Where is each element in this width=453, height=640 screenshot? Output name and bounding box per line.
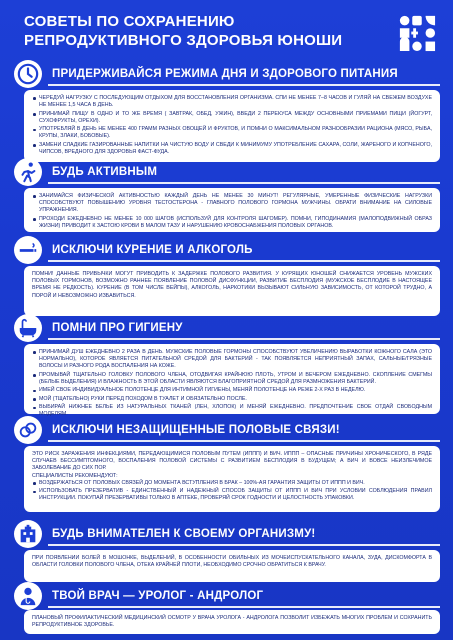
paragraph-recommend: СПЕЦИАЛИСТЫ РЕКОМЕНДУЮТ: bbox=[32, 472, 118, 479]
section-card-regime bbox=[24, 90, 440, 162]
paragraph: ПОМНИ! ДАННЫЕ ПРИВЫЧКИ МОГУТ ПРИВОДИТЬ К ЗАДЕРЖКЕ ПОЛОВОГО РАЗВИТИЯ. У КУРЯЩИХ ЮНОШЕЙ СНИЖАЕТСЯ УРОВЕНЬ МУЖСКИХ ПОЛОВЫХ ГОРМОНОВ, ВОЗМОЖНО РАННЕЕ ПОЯВЛЕНИЕ ПОЛОВОЙ ДИСФУНКЦИИ, РАЗВИТИЕ БЕСПЛОДИЯ (МУЖСКОЕ БЕСПЛОДИЕ В НАСТОЯЩЕЕ ВРЕМЯ НЕ РЕДКОСТЬ). КУРЕНИЕ (В ТОМ ЧИСЛЕ ВЕЙПЫ), АЛКОГОЛЬ, НАРКОТИКИ ВЫЗЫВАЮТ СИЛЬНУЮ ЗАВИСИМОСТЬ, ОТ КОТОРОЙ ТРУДНО, А ПОРОЙ И НЕВОЗМОЖНО ИЗБАВИТЬСЯ. bbox=[32, 271, 432, 299]
section-title: ПРИДЕРЖИВАЙСЯ РЕЖИМА ДНЯ И ЗДОРОВОГО ПИТАНИЯ bbox=[52, 68, 398, 80]
page-header bbox=[24, 12, 404, 56]
divider bbox=[48, 182, 440, 184]
bathtub-icon bbox=[14, 314, 42, 342]
section-title: БУДЬ АКТИВНЫМ bbox=[52, 166, 158, 178]
list-item: ПРИНИМАЙ ПИЩУ В ОДНО И ТО ЖЕ ВРЕМЯ ( ЗАВТРАК, ОБЕД, УЖИН), ВВЕДИ 2 ПЕРЕКУСА МЕЖДУ ОСНОВНЫМИ ПРИЕМАМИ ПИЩИ (ЙОГУРТ, СУХОФРУКТЫ, ОРЕХИ). bbox=[32, 111, 432, 125]
list-item: ВОЗДЕРЖАТЬСЯ ОТ ПОЛОВЫХ СВЯЗЕЙ ДО МОМЕНТА ВСТУПЛЕНИЯ В БРАК – 100%-АЯ ГАРАНТИЯ ЗАЩИТЫ ОТ ИППП И ВИЧ. bbox=[32, 480, 432, 487]
list-item: ЧЕРЕДУЙ НАГРУЗКУ С ПОСЛЕДУЮЩИМ ОТДЫХОМ ДЛЯ ВОССТАНОВЛЕНИЯ ОРГАНИЗМА. СПИ НЕ МЕНЕЕ 7–8 ЧАСОВ И ГУЛЯЙ НА СВЕЖЕМ ВОЗДУХЕ НЕ МЕНЕЕ 1,5 ЧАСА В ДЕНЬ. bbox=[32, 95, 432, 109]
section-card-hygiene bbox=[24, 344, 440, 418]
section-header-regime bbox=[14, 62, 398, 86]
divider bbox=[48, 440, 440, 442]
section-card-smoking bbox=[24, 266, 440, 316]
section-header-doctor bbox=[14, 584, 263, 608]
divider bbox=[48, 260, 440, 262]
section-title: ПОМНИ ПРО ГИГИЕНУ bbox=[52, 322, 183, 334]
section-title: БУДЬ ВНИМАТЕЛЕН К СВОЕМУ ОРГАНИЗМУ! bbox=[52, 528, 316, 540]
hospital-icon bbox=[14, 520, 42, 548]
section-title: ИСКЛЮЧИ КУРЕНИЕ И АЛКОГОЛЬ bbox=[52, 244, 253, 256]
paragraph: ПЛАНОВЫЙ ПРОФИЛАКТИЧЕСКИЙ МЕДИЦИНСКИЙ ОСМОТР У ВРАЧА УРОЛОГА - АНДРОЛОГА ПОЗВОЛИТ ИЗБЕЖАТЬ МНОГИХ ПРОБЛЕМ И СОХРАНИТЬ РЕПРОДУКТИВНОЕ ЗДОРОВЬЕ. bbox=[32, 615, 432, 629]
section-card-doctor bbox=[24, 610, 440, 634]
section-header-smoking bbox=[14, 238, 253, 262]
list-item: ПРОХОДИ ЕЖЕДНЕВНО НЕ МЕНЕЕ 10 000 ШАГОВ (ИСПОЛЬЗУЙ ДЛЯ КОНТРОЛЯ ШАГОМЕР). ПОМНИ, ГИПОДИНАМИЯ (МАЛОПОДВИЖНЫЙ ОБРАЗ ЖИЗНИ) ПРИВОДИТ К ЗАСТОЮ КРОВИ В МАЛОМ ТАЗУ И НАРУШЕНИЮ КРОВОСНАБЖЕНИЯ ПОЛОВЫХ ОРГАНОВ. bbox=[32, 216, 432, 230]
divider bbox=[48, 84, 440, 86]
list-item: ИСПОЛЬЗОВАТЬ ПРЕЗЕРВАТИВ - ЕДИНСТВЕННЫЙ И НАДЕЖНЫЙ СПОСОБ ЗАЩИТЫ ОТ ИППП И ВИЧ ПРИ УСЛОВИИ СОБЛЮДЕНИЯ ПРАВИЛ ИНСТРУКЦИИ. ПОКУПАЙ ПРЕЗЕРВАТИВЫ ТОЛЬКО В АПТЕКЕ, ПРОВЕРЯЙ СРОК ГОДНОСТИ И ЦЕЛОСТНОСТЬ УПАКОВКИ. bbox=[32, 488, 432, 502]
list-item: ЗАМЕНИ СЛАДКИЕ ГАЗИРОВАННЫЕ НАПИТКИ НА ЧИСТУЮ ВОДУ И СВЕДИ К МИНИМУМУ УПОТРЕБЛЕНИЕ САХАРА, СОЛИ, ЖАРЕНОГО И КОПЧЕНОГО, ЧИПСОВ, ВРЕДНОГО ДЛЯ ЗДОРОВЬЯ ФАСТ-ФУДА. bbox=[32, 142, 432, 156]
section-card-protection bbox=[24, 446, 440, 512]
list-item: ЗАНИМАЙСЯ ФИЗИЧЕСКОЙ АКТИВНОСТЬЮ КАЖДЫЙ ДЕНЬ НЕ МЕНЕЕ 30 МИНУТ! РЕГУЛЯРНЫЕ, УМЕРЕННЫЕ ФИЗИЧЕСКИЕ НАГРУЗКИ СПОСОБСТВУЮТ ПОВЫШЕНИЮ УРОВНЯ ТЕСТОСТЕРОНА - ГЛАВНОГО ПОЛОВОГО ГОРМОНА МУЖЧИНЫ. ОБРАТИ ВНИМАНИЕ НА СИЛОВЫЕ УПРАЖНЕНИЯ. bbox=[32, 193, 432, 215]
section-header-hygiene bbox=[14, 316, 183, 340]
logo-icon bbox=[398, 14, 436, 52]
clock-icon bbox=[14, 60, 42, 88]
section-title: ИСКЛЮЧИ НЕЗАЩИЩЕННЫЕ ПОЛОВЫЕ СВЯЗИ! bbox=[52, 424, 340, 436]
page-title-line-1: СОВЕТЫ ПО СОХРАНЕНИЮ bbox=[24, 13, 235, 30]
section-title: ТВОЙ ВРАЧ — УРОЛОГ - АНДРОЛОГ bbox=[52, 590, 264, 602]
section-header-attention bbox=[14, 522, 315, 546]
rings-icon bbox=[14, 416, 42, 444]
list-item: ИМЕЙ СВОЕ ИНДИВИДУАЛЬНОЕ ПОЛОТЕНЦЕ ДЛЯ ИНТИМНОЙ ГИГИЕНЫ, МЕНЯЙ ПОЛОТЕНЦЕ НА РЕЖЕ 2-Х РАЗ В НЕДЕЛЮ. bbox=[32, 387, 432, 394]
paragraph: ЭТО РИСК ЗАРАЖЕНИЯ ИНФЕКЦИЯМИ, ПЕРЕДАЮЩИМИСЯ ПОЛОВЫМ ПУТЕМ (ИППП) И ВИЧ. ИППП – ОПАСНЫЕ ПРИЧИНЫ ХРОНИЧЕСКОГО, В РЯДЕ СЛУЧАЕВ БЕССИМПТОМНОГО, ВОСПАЛЕНИЯ ПОЛОВОЙ СИСТЕМЫ С РАЗВИТИЕМ БЕСПЛОДИЯ В БУДУЩЕМ; А ВИЧ И ВОВСЕ НЕИЗЛЕЧИМОЕ ЗАБОЛЕВАНИЕ ДО СИХ ПОР. bbox=[32, 451, 432, 472]
section-card-active bbox=[24, 188, 440, 232]
divider bbox=[48, 544, 440, 546]
list-item: ПРИНИМАЙ ДУШ ЕЖЕДНЕВНО 2 РАЗА В ДЕНЬ. МУЖСКИЕ ПОЛОВЫЕ ГОРМОНЫ СПОСОБСТВУЮТ УВЕЛИЧЕНИЮ ВЫРАБОТКИ КОЖНОГО САЛА (ЭТО НОРМАЛЬНО), КОТОРОЕ ЯВЛЯЕТСЯ ПИТАТЕЛЬНОЙ СРЕДОЙ ДЛЯ БАКТЕРИЙ - ТАК ПОЯВЛЯЕТСЯ НЕПРИЯТНЫЙ ЗАПАХ, САЛЬНЫЕ/ГРЯЗНЫЕ ВОЛОСЫ И РАЗНОГО РОДА ВОСПАЛЕНИЯ НА КОЖЕ. bbox=[32, 349, 432, 371]
page-title-line-2: РЕПРОДУКТИВНОГО ЗДОРОВЬЯ ЮНОШИ bbox=[24, 32, 343, 49]
divider bbox=[48, 606, 440, 608]
paragraph: ПРИ ПОЯВЛЕНИИ БОЛЕЙ В МОШОНКЕ, ВЫДЕЛЕНИЙ, В ОСОБЕННОСТИ ОБИЛЬНЫХ ИЗ МОЧЕИСПУСКАТЕЛЬНОГО КАНАЛА, ЗУДА, ДИСКОМФОРТА В ОБЛАСТИ ГОЛОВКИ ПОЛОВОГО ЧЛЕНА, ОТЕКА КРАЙНЕЙ ПЛОТИ, НЕОБХОДИМО СРОЧНО ОБРАТИТЬСЯ К ВРАЧУ. bbox=[32, 555, 432, 569]
list-item: ПРОМЫВАЙ ТЩАТЕЛЬНО ГОЛОВКУ ПОЛОВОГО ЧЛЕНА, ОТОДВИГАЯ КРАЙНЮЮ ПЛОТЬ, УТРОМ И ВЕЧЕРОМ ЕЖЕДНЕВНО. СКОПЛЕНИЕ СМЕГМЫ (БЕЛЫЕ ВЫДЕЛЕНИЯ) И ВЛАЖНОСТЬ В ЭТОЙ ОБЛАСТИ ЯВЛЯЮТСЯ БЛАГОПРИЯТНОЙ СРЕДОЙ ДЛЯ РАЗМНОЖЕНИЯ БАКТЕРИЙ. bbox=[32, 372, 432, 386]
runner-icon bbox=[14, 158, 42, 186]
section-card-attention bbox=[24, 550, 440, 582]
doctor-icon bbox=[14, 582, 42, 610]
list-item: ВЫБИРАЙ НИЖНЕЕ БЕЛЬЕ ИЗ НАТУРАЛЬНЫХ ТКАНЕЙ (ЛЕН, ХЛОПОК) И МЕНЯЙ ЕЖЕДНЕВНО. ПРЕДПОЧТЕНИЕ СВОЕ ОТДАЙ СВОБОДНЫМ МОДЕЛЯМ. bbox=[32, 404, 432, 418]
section-header-active bbox=[14, 160, 157, 184]
list-item: МОЙ (ТЩАТЕЛЬНО) РУКИ ПЕРЕД ПОХОДОМ В ТУАЛЕТ И ОБЯЗАТЕЛЬНО ПОСЛЕ. bbox=[32, 396, 432, 403]
no-smoking-icon bbox=[14, 236, 42, 264]
list-item: УПОТРЕБЛЯЙ В ДЕНЬ НЕ МЕНЕЕ 400 ГРАММ РАЗНЫХ ОВОЩЕЙ И ФРУКТОВ, И ПОМНИ О МАКСИМАЛЬНОМ РАЗНООБРАЗИИ РАЦИОНА (МЯСО, РЫБА, КРУПЫ, ЗЛАКИ, БОБОВЫЕ). bbox=[32, 126, 432, 140]
divider bbox=[48, 338, 440, 340]
section-header-protection bbox=[14, 418, 340, 442]
